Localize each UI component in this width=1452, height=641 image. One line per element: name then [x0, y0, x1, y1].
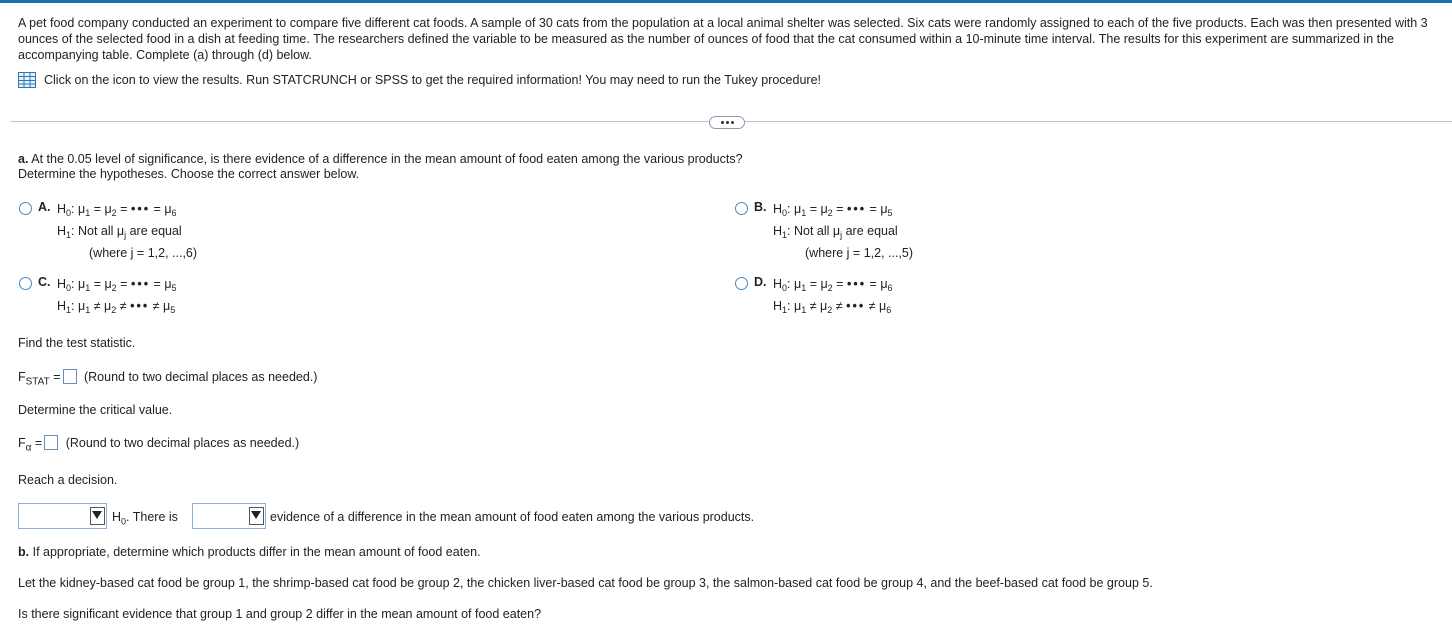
decision-h0-text: $H_0$. There is	[112, 510, 178, 527]
h0-line: $H_0$: $\mu_1 = \mu_2$ = ••• = $\mu_6$	[57, 202, 177, 218]
dot-icon	[721, 121, 724, 124]
evidence-dropdown[interactable]	[192, 503, 266, 529]
data-table-icon[interactable]	[18, 72, 36, 88]
dot-icon	[731, 121, 734, 124]
f-alpha-input[interactable]	[44, 435, 58, 450]
expand-more-button[interactable]	[709, 116, 745, 129]
test-stat-row: $F_{STAT}$ = (Round to two decimal places as needed.)	[18, 370, 318, 388]
h0-line: $H_0$: $\mu_1 = \mu_2$ = ••• = $\mu_5$	[773, 202, 893, 218]
decision-tail-text: evidence of a difference in the mean amount of food eaten among the various products.	[270, 510, 755, 524]
option-b[interactable]: B. $H_0$: $\mu_1 = \mu_2$ = ••• = $\mu_5$ $H_1$: Not all $\mu_j$ are equal (where j = 1,2, ...,5)	[735, 200, 913, 262]
option-a-hypotheses: $H_0$: $\mu_1 = \mu_2$ = ••• = $\mu_6$ $H_1$: Not all $\mu_j$ are equal (where j = 1,2, ...,6)	[57, 202, 198, 260]
h1-line: $H_1$: $\mu_1 \ne \mu_2$ ≠ ••• ≠ $\mu_5$	[57, 299, 176, 315]
option-d-hypotheses	[773, 275, 893, 319]
option-d[interactable]: D. $H_0$: $\mu_1 = \mu_2$ = ••• = $\mu_6$ $H_1$: $\mu_1 \ne \mu_2$ ≠ ••• ≠ $\mu_6$	[735, 275, 893, 319]
option-c-hypotheses	[57, 275, 177, 319]
option-c[interactable]: C. $H_0$: $\mu_1 = \mu_2$ = ••• = $\mu_5$ $H_1$: $\mu_1 \ne \mu_2$ ≠ ••• ≠ $\mu_5$	[19, 275, 177, 319]
data-icon-line	[18, 72, 821, 88]
h0-line: $H_0$: $\mu_1 = \mu_2$ = ••• = $\mu_5$	[57, 277, 177, 293]
test-stat-prompt: Find the test statistic.	[18, 336, 136, 350]
h1-line: $H_1$: Not all $\mu_j$ are equal	[773, 224, 898, 240]
h1-line: $H_1$: $\mu_1 \ne \mu_2$ ≠ ••• ≠ $\mu_6$	[773, 299, 892, 315]
critical-value-prompt: Determine the critical value.	[18, 403, 173, 417]
radio-option-c[interactable]	[19, 277, 32, 290]
option-b-hypotheses: $H_0$: $\mu_1 = \mu_2$ = ••• = $\mu_5$ $H_1$: Not all $\mu_j$ are equal (where j = 1,2, ...,5)	[773, 202, 914, 260]
part-a-question: a. At the 0.05 level of significance, is there evidence of a difference in the mean amount of food eaten among the various products?	[18, 152, 743, 166]
icon-instruction: Click on the icon to view the results. Run STATCRUNCH or SPSS to get the required information! You may need to run the Tukey procedure!	[44, 73, 822, 87]
radio-option-a[interactable]	[19, 202, 32, 215]
hypotheses-instruction: Determine the hypotheses. Choose the correct answer below.	[18, 167, 360, 181]
f-stat-input[interactable]	[63, 369, 77, 384]
dropdown-arrow-icon	[251, 511, 261, 519]
dropdown-arrow-icon	[92, 511, 102, 519]
h0-line: $H_0$: $\mu_1 = \mu_2$ = ••• = $\mu_6$	[773, 277, 893, 293]
group-1-2-question: Is there significant evidence that group 1 and group 2 differ in the mean amount of food eaten?	[18, 607, 542, 621]
part-b-question: b. If appropriate, determine which products differ in the mean amount of food eaten.	[18, 545, 481, 559]
top-accent-bar	[0, 0, 1452, 3]
h1-line: $H_1$: Not all $\mu_j$ are equal	[57, 224, 182, 240]
dot-icon	[726, 121, 729, 124]
critical-value-row: $F_\alpha$ = (Round to two decimal places as needed.)	[18, 436, 300, 454]
radio-option-b[interactable]	[735, 202, 748, 215]
problem-intro: A pet food company conducted an experiment to compare five different cat foods. A sample of 30 cats from the population at a local animal shelter was selected. Six cats were randomly assigned to each of the five products. Each was then presented with 3 ounces of the selected food in a dish at feeding time. The researchers defined the variable to be measured as the number of ounces of food that the cat consumed within a 10-minute time interval. The results for this experiment are summarized in the accompanying table. Complete (a) through (d) below.	[18, 16, 1428, 63]
decision-prompt: Reach a decision.	[18, 473, 118, 487]
reject-decision-dropdown[interactable]	[18, 503, 107, 529]
radio-option-d[interactable]	[735, 277, 748, 290]
option-a[interactable]: A. $H_0$: $\mu_1 = \mu_2$ = ••• = $\mu_6$ $H_1$: Not all $\mu_j$ are equal (where j = 1,2, ...,6)	[19, 200, 197, 262]
group-definitions: Let the kidney-based cat food be group 1, the shrimp-based cat food be group 2, the chicken liver-based cat food be group 3, the salmon-based cat food be group 4, and the beef-based cat food be group 5.	[18, 576, 1153, 590]
